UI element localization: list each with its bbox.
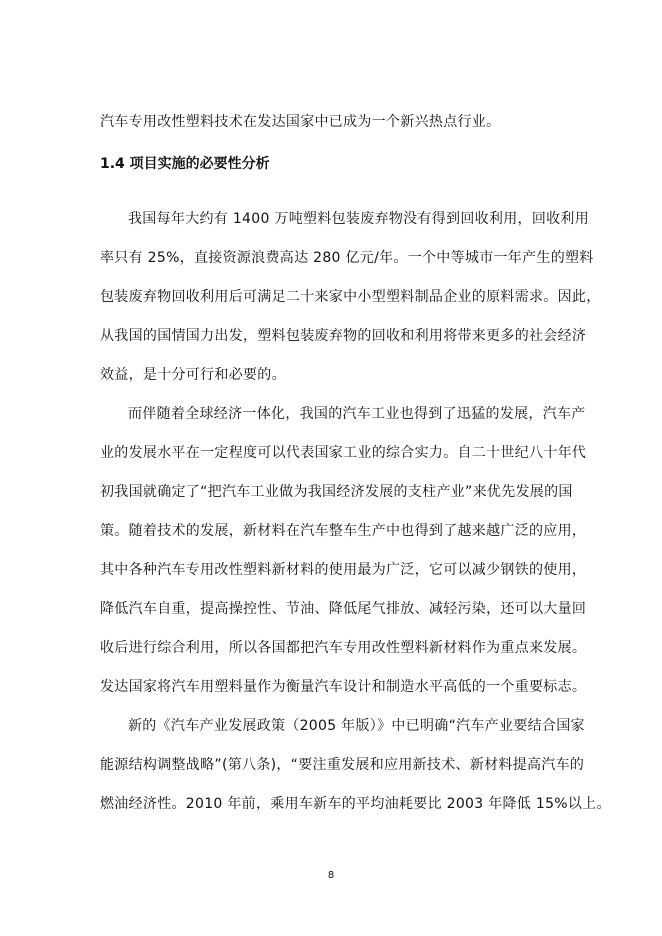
paragraph-line: 发达国家将汽车用塑料量作为衡量汽车设计和制造水平高低的一个重要标志。 (100, 679, 587, 695)
paragraph-line: 效益，是十分可行和必要的。 (100, 367, 286, 383)
paragraph-line: 燃油经济性。2010 年前，乘用车新车的平均油耗要比 2003 年降低 15%以上。 (100, 796, 611, 812)
paragraph-line: 策。随着技术的发展，新材料在汽车整车生产中也得到了越来越广泛的应用， (100, 523, 587, 539)
paragraph-line: 降低汽车自重，提高操控性、节油、降低尾气排放、减轻污染，还可以大量回 (100, 601, 587, 617)
paragraph-line: 率只有 25%，直接资源浪费高达 280 亿元/年。一个中等城市一年产生的塑料 (100, 250, 594, 266)
paragraph-line: 而伴随着全球经济一体化，我国的汽车工业也得到了迅猛的发展，汽车产 (128, 406, 586, 422)
paragraph-line: 收后进行综合利用，所以各国都把汽车专用改性塑料新材料作为重点来发展。 (100, 640, 587, 656)
paragraph-line: 包装废弃物回收利用后可满足二十来家中小型塑料制品企业的原料需求。因此， (100, 289, 601, 305)
paragraph-line: 新的《汽车产业发展政策（2005 年版）》中已明确“汽车产业要结合国家 (128, 718, 585, 734)
section-heading: 1.4 项目实施的必要性分析 (100, 156, 270, 172)
paragraph-line: 业的发展水平在一定程度可以代表国家工业的综合实力。自二十世纪八十年代 (100, 445, 587, 461)
page-number: 8 (327, 870, 335, 881)
paragraph-line: 从我国的国情国力出发，塑料包装废弃物的回收和利用将带来更多的社会经济 (100, 328, 587, 344)
paragraph-line: 其中各种汽车专用改性塑料新材料的使用最为广泛，它可以减少钢铁的使用， (100, 562, 587, 578)
paragraph-line: 我国每年大约有 1400 万吨塑料包装废弃物没有得到回收利用，回收利用 (128, 211, 590, 227)
paragraph-line: 能源结构调整战略”(第八条)，“要注重发展和应用新技术、新材料提高汽车的 (100, 757, 585, 773)
paragraph-line: 汽车专用改性塑料技术在发达国家中已成为一个新兴热点行业。 (100, 114, 501, 130)
paragraph-line: 初我国就确定了“把汽车工业做为我国经济发展的支柱产业”来优先发展的国 (100, 484, 573, 500)
